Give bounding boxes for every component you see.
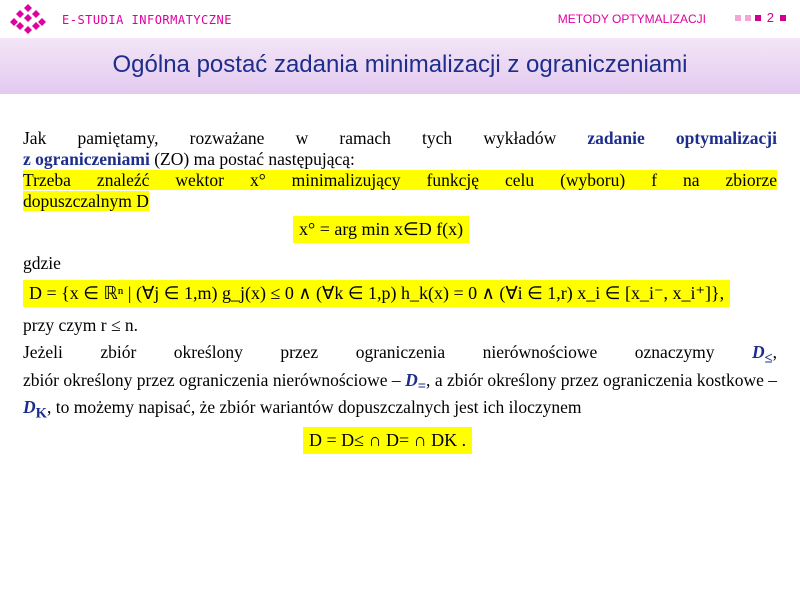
para-line-1: Jeżeli zbiór określony przez ograniczenia nierównościowe oznaczymy $D_\le$, — [23, 342, 778, 367]
task-line-1: Trzeba znaleźć wektor x° minimalizujący funkcję celu (wyboru) f na zbiorze — [23, 170, 777, 190]
brand-label: E-STUDIA INFORMATYCZNE — [62, 13, 232, 27]
gdzie-label: gdzie — [23, 253, 61, 273]
course-title: METODY OPTYMALIZACJI — [557, 12, 706, 26]
page-title: Ogólna postać zadania minimalizacji z ograniczeniami — [112, 51, 688, 78]
pager-square-icon — [780, 15, 786, 21]
set-dk: $D_K$ — [23, 397, 47, 422]
task-line-2: dopuszczalnym D — [23, 191, 149, 211]
header — [0, 0, 800, 38]
set-d-eq: $D_=$ — [405, 369, 427, 394]
formula-argmin: x° = arg min x∈D f(x) — [293, 216, 469, 243]
intro-bold-b: z ograniczeniami — [23, 149, 150, 169]
page-number: 2 — [766, 10, 774, 25]
estudia-logo-icon — [10, 4, 46, 34]
intro-line-1: Jak pamiętamy, rozważane w ramach tych wykładów zadanie optymalizacji — [23, 128, 777, 148]
formula-set-d: D = {x ∈ ℝⁿ | (∀j ∈ 1,m) g_j(x) ≤ 0 ∧ (∀k ∈ 1,p) h_k(x) = 0 ∧ (∀i ∈ 1,r) x_i ∈ [x_i⁻, x_i⁺]}, — [23, 280, 730, 307]
formula-intersection: D = D≤ ∩ D= ∩ DK . — [303, 427, 472, 454]
para-line-2: zbiór określony przez ograniczenia nierównościowe – $D_=$, a zbiór określony przez ograniczenia kostkowe – — [23, 369, 778, 394]
slide-body — [23, 128, 777, 454]
set-d-leq: $D_\le$ — [751, 342, 773, 367]
pager-square-icon — [755, 15, 761, 21]
para-line-3: $D_K$, to możemy napisać, że zbiór wariantów dopuszczalnych jest ich iloczynem — [23, 397, 582, 422]
intro-line-2: z ograniczeniami (ZO) ma postać następującą: — [23, 149, 355, 169]
pager-square-icon — [745, 15, 751, 21]
pager-square-icon — [735, 15, 741, 21]
intro-bold-a: zadanie optymalizacji — [587, 128, 777, 148]
pager — [735, 10, 786, 25]
przy-czym: przy czym r ≤ n. — [23, 315, 139, 335]
